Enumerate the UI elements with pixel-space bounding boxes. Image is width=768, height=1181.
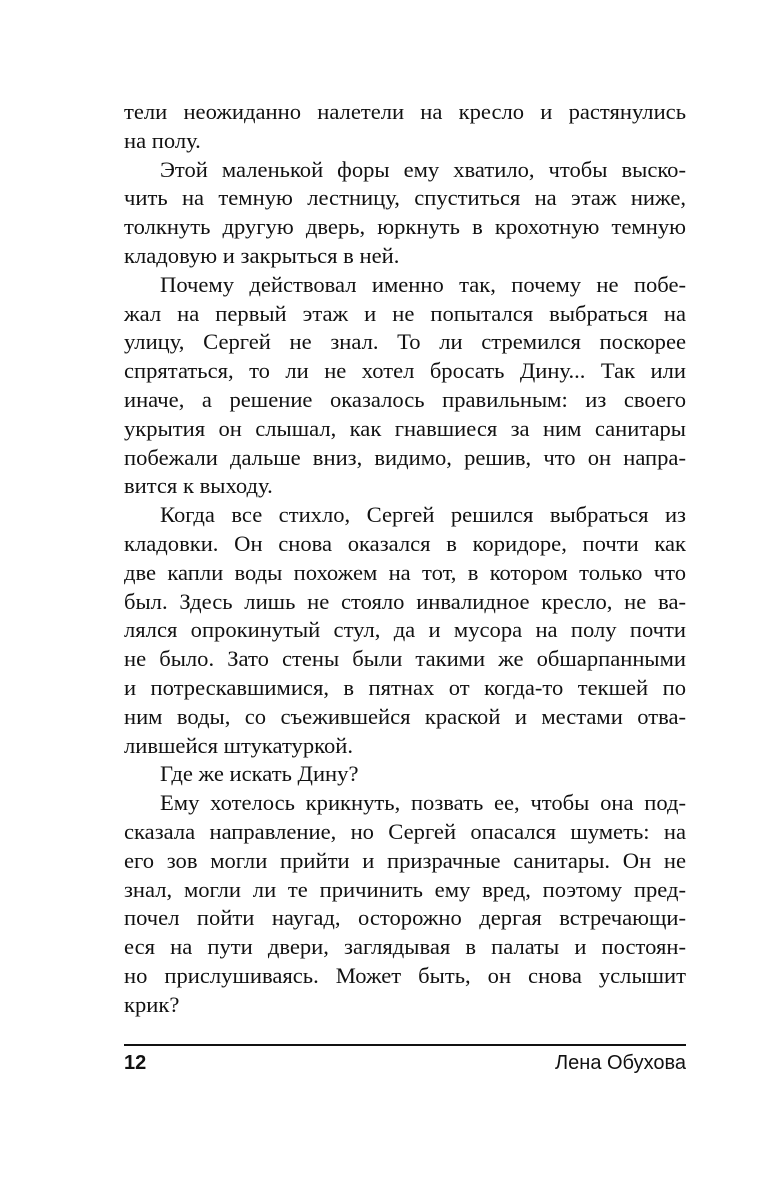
text-line: Где же искать Дину? (160, 761, 359, 787)
text-line: не было. Зато стены были такими же обшарпанными (124, 646, 686, 672)
text-line: две капли воды похожем на тот, в котором только что (124, 559, 686, 585)
text-line: лившейся штукатуркой. (124, 732, 354, 758)
text-line: укрытия он слышал, как гнавшиеся за ним санитары (124, 415, 686, 441)
text-line: его зов могли прийти и призрачные санитары. Он не (124, 847, 686, 873)
text-line: улицу, Сергей не знал. То ли стремился поскорее (124, 329, 686, 355)
book-page (124, 98, 686, 1020)
text-line: но прислушиваясь. Может быть, он снова услышит (124, 962, 686, 988)
text-line: лялся опрокинутый стул, да и мусора на полу почти (124, 617, 686, 643)
text-line: был. Здесь лишь не стояло инвалидное кресло, не ва- (124, 588, 686, 614)
text-line: иначе, а решение оказалось правильным: из своего (124, 386, 686, 412)
text-line: Когда все стихло, Сергей решился выбраться из (160, 502, 686, 528)
author-name: Лена Обухова (555, 1052, 686, 1074)
text-line: и потрескавшимися, в пятнах от когда-то текшей по (124, 674, 686, 700)
page-footer (124, 1044, 686, 1075)
text-line: жал на первый этаж и не попытался выбраться на (124, 300, 686, 326)
text-line: ним воды, со съежившейся краской и местами отва- (124, 703, 686, 729)
text-line: почел пойти наугад, осторожно дергая встречающи- (124, 905, 686, 931)
text-line: тели неожиданно налетели на кресло и растянулись (124, 99, 686, 124)
footer-row (124, 1052, 686, 1075)
text-line: кладовки. Он снова оказался в коридоре, почти как (124, 530, 686, 556)
page-text (124, 98, 686, 1020)
text-line: знал, могли ли те причинить ему вред, поэтому пред- (124, 876, 686, 902)
text-line: сказала направление, но Сергей опасался шуметь: на (124, 818, 686, 844)
text-line: Ему хотелось крикнуть, позвать ее, чтобы она под- (160, 790, 686, 816)
text-line: еся на пути двери, заглядывая в палаты и постоян- (124, 934, 686, 960)
text-line: крик? (124, 991, 180, 1017)
text-line: чить на темную лестницу, спуститься на этаж ниже, (124, 185, 686, 211)
text-line: побежали дальше вниз, видимо, решив, что он напра- (124, 444, 686, 470)
text-line: толкнуть другую дверь, юркнуть в крохотную темную (124, 214, 686, 240)
text-line: Почему действовал именно так, почему не побе- (160, 271, 686, 297)
text-line: на полу. (124, 127, 201, 153)
text-line: вится к выходу. (124, 473, 273, 499)
footer-rule (124, 1044, 686, 1046)
page-number: 12 (124, 1052, 147, 1074)
text-line: кладовую и закрыться в ней. (124, 242, 400, 268)
text-line: спрятаться, то ли не хотел бросать Дину... Так или (124, 358, 686, 384)
text-line: Этой маленькой форы ему хватило, чтобы выско- (160, 156, 686, 182)
